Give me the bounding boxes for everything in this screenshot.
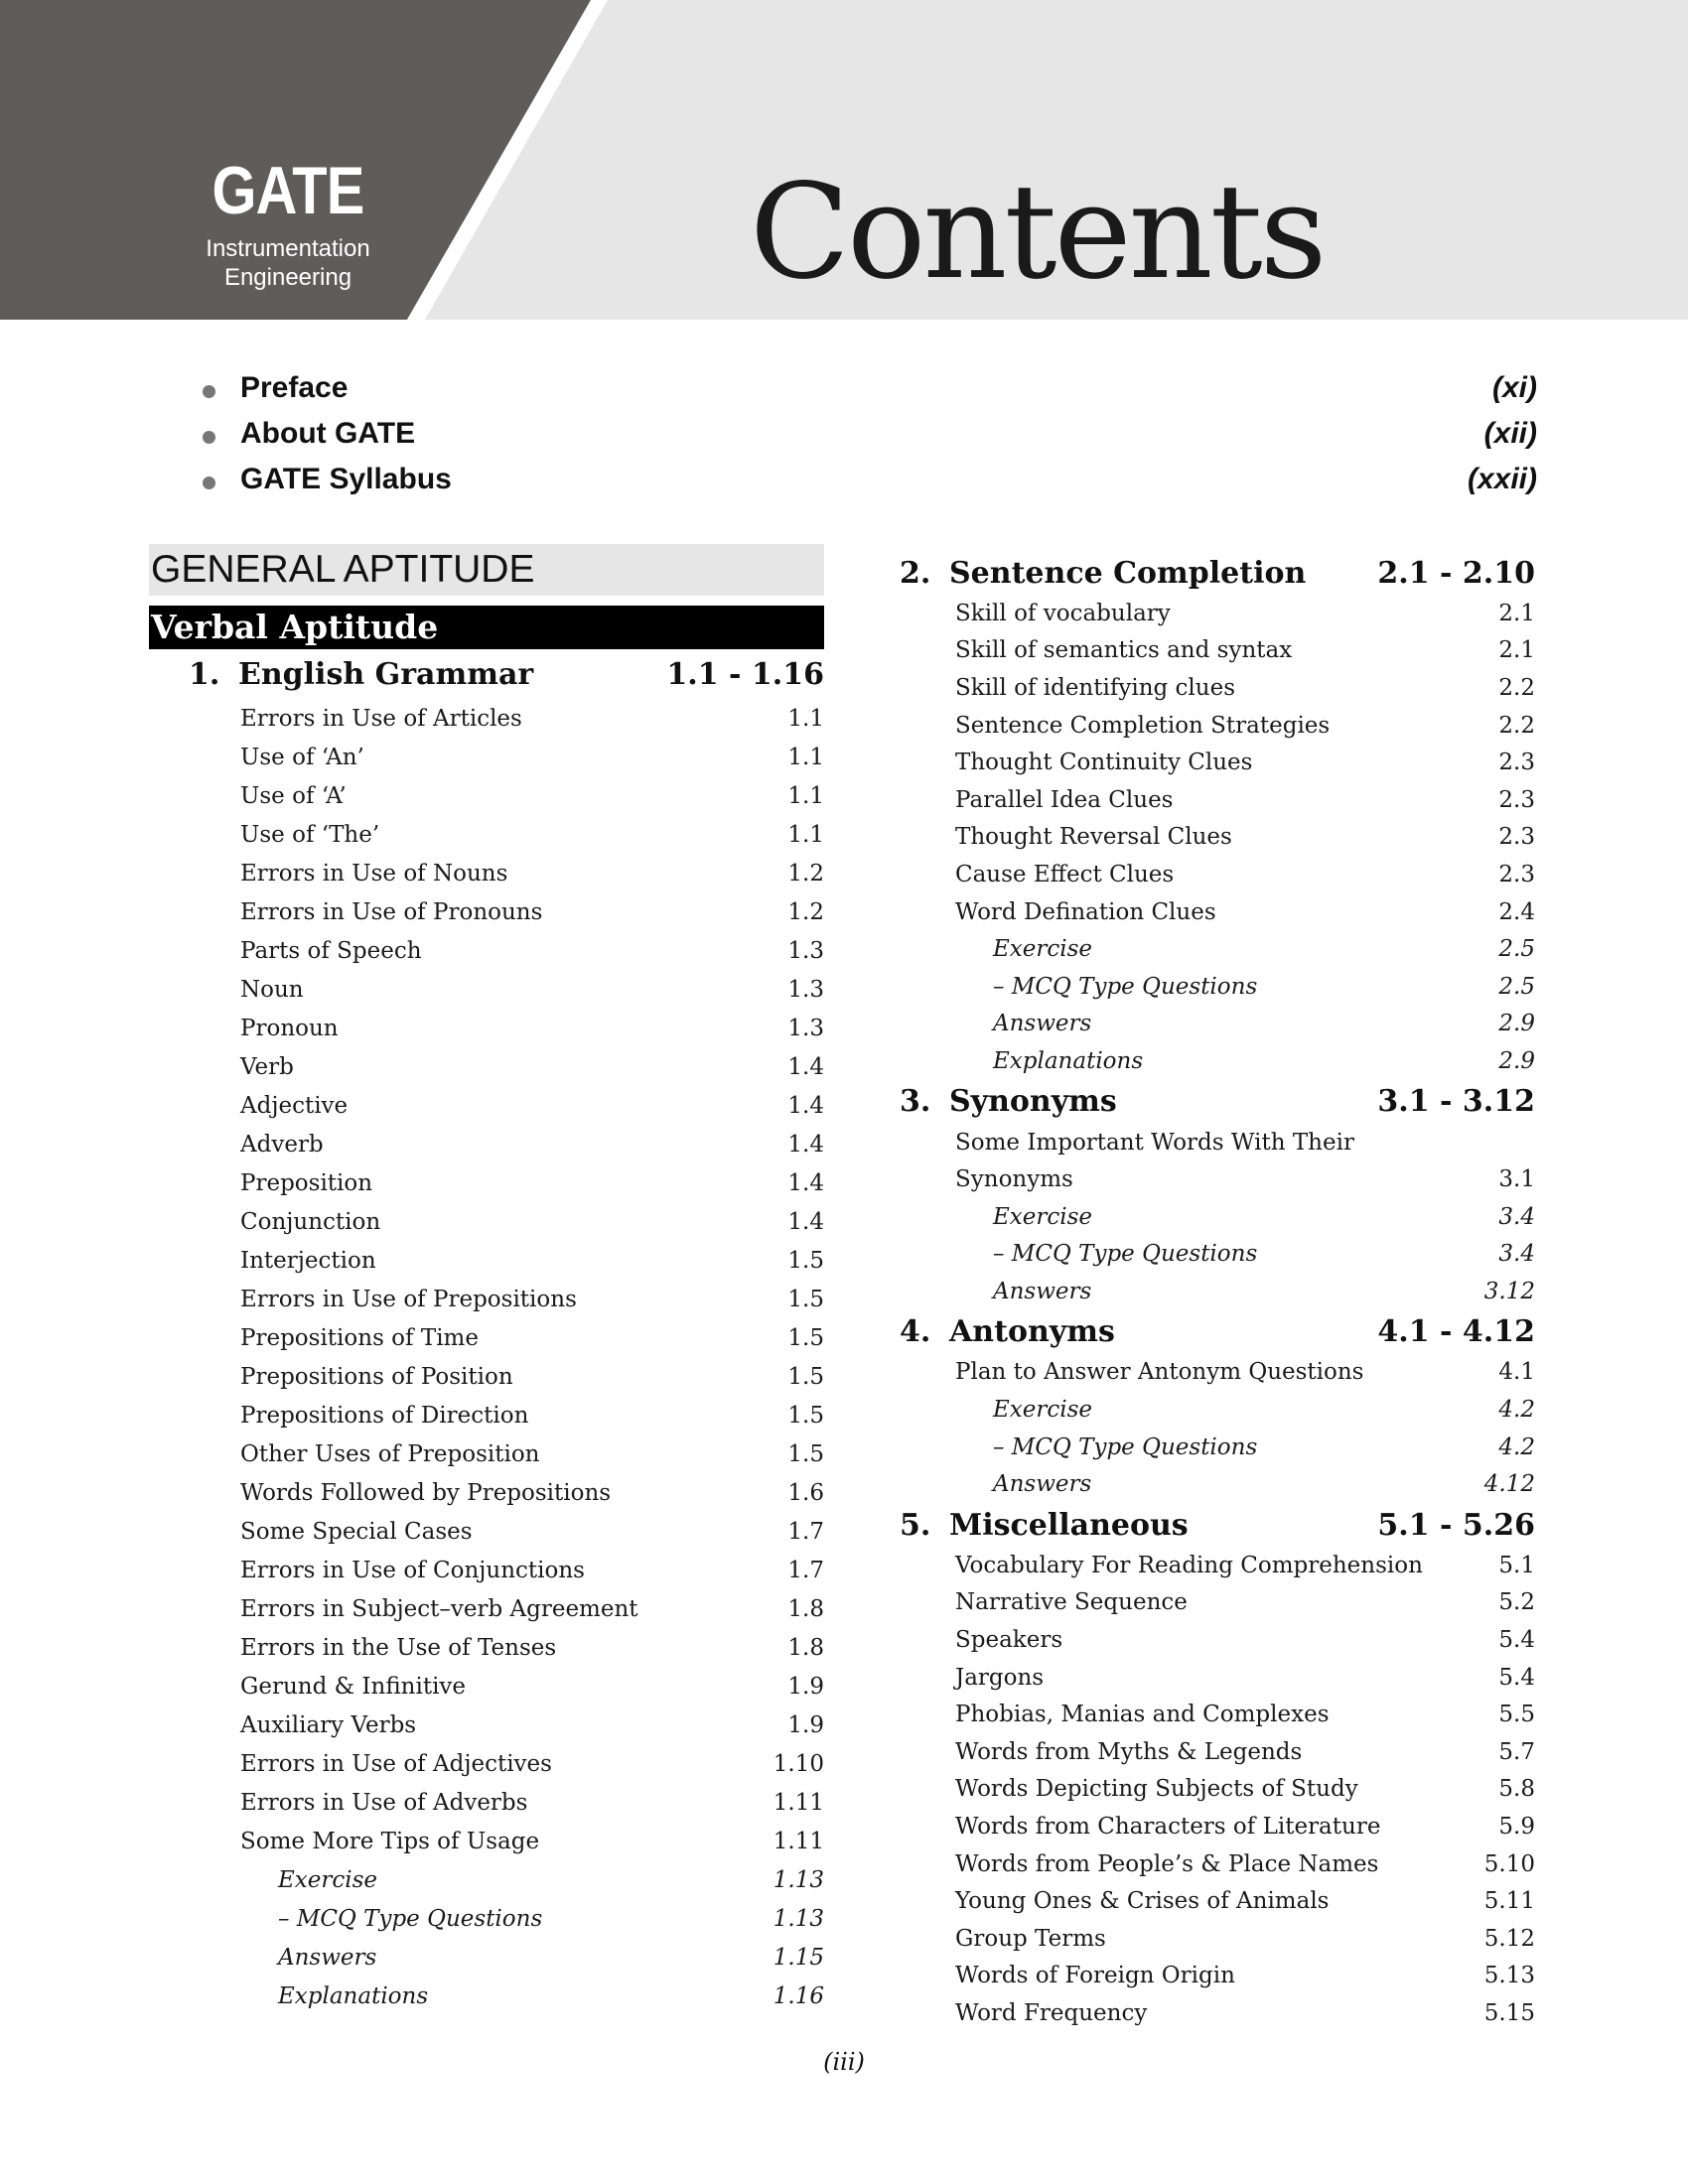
toc-entry-label: Answers bbox=[993, 1011, 1092, 1037]
toc-entry[interactable] bbox=[149, 1280, 824, 1318]
toc-entry-label: Exercise bbox=[993, 1203, 1093, 1230]
toc-entry[interactable] bbox=[900, 1391, 1535, 1429]
toc-entry[interactable] bbox=[149, 931, 824, 970]
toc-entry-page: 1.11 bbox=[773, 1789, 824, 1816]
toc-entry-page: 5.8 bbox=[1498, 1776, 1535, 1803]
toc-entry-label: Skill of semantics and syntax bbox=[955, 637, 1293, 664]
toc-entry-page: 2.1 bbox=[1498, 600, 1535, 626]
toc-entry-label: Exercise bbox=[993, 936, 1093, 963]
chapter-number: 5. bbox=[900, 1507, 931, 1543]
toc-entry-page: 2.2 bbox=[1498, 674, 1535, 701]
toc-entry-label: Words from Characters of Literature bbox=[955, 1814, 1381, 1841]
front-matter-page: (xxii) bbox=[1467, 463, 1537, 495]
toc-entry-label: Narrative Sequence bbox=[955, 1589, 1188, 1616]
chapter-heading[interactable] bbox=[900, 1080, 1535, 1124]
toc-entry-label: Word Defination Clues bbox=[955, 898, 1216, 925]
toc-entry[interactable] bbox=[149, 1202, 824, 1241]
toc-entry[interactable] bbox=[900, 1958, 1535, 1995]
bullet-icon bbox=[203, 431, 215, 444]
toc-entry[interactable] bbox=[900, 1429, 1535, 1466]
toc-entry[interactable] bbox=[900, 669, 1535, 707]
toc-entry-page: 1.5 bbox=[787, 1440, 824, 1467]
toc-entry[interactable] bbox=[900, 930, 1535, 968]
toc-entry[interactable] bbox=[900, 1845, 1535, 1883]
toc-entry[interactable] bbox=[149, 699, 824, 738]
toc-entry-page: 1.6 bbox=[787, 1479, 824, 1506]
toc-entry-page: 1.13 bbox=[773, 1905, 824, 1932]
toc-entry-page: 5.1 bbox=[1498, 1552, 1535, 1578]
toc-entry[interactable] bbox=[900, 1659, 1535, 1697]
toc-entry[interactable] bbox=[900, 819, 1535, 857]
toc-entry-page: 1.9 bbox=[787, 1673, 824, 1700]
toc-entry[interactable] bbox=[149, 1783, 824, 1822]
chapter-number: 4. bbox=[900, 1314, 931, 1350]
toc-entry-label: Adjective bbox=[240, 1092, 349, 1119]
toc-entry-page: 5.2 bbox=[1498, 1589, 1535, 1616]
toc-entry-label: Errors in Use of Conjunctions bbox=[240, 1557, 585, 1583]
front-matter-item[interactable] bbox=[199, 411, 1537, 457]
chapter-heading[interactable] bbox=[149, 649, 824, 699]
toc-entry[interactable] bbox=[149, 815, 824, 854]
chapter-pages: 4.1 - 4.12 bbox=[1377, 1314, 1535, 1350]
toc-entry[interactable] bbox=[900, 893, 1535, 931]
toc-entry-label: Errors in Use of Adjectives bbox=[240, 1750, 552, 1777]
toc-entry[interactable] bbox=[149, 1589, 824, 1628]
toc-entry-page: 2.3 bbox=[1498, 786, 1535, 813]
chapter-heading[interactable] bbox=[900, 1310, 1535, 1354]
toc-entry-label: Speakers bbox=[955, 1627, 1063, 1654]
page-folio: (iii) bbox=[823, 2048, 865, 2076]
toc-entry-label: Words Depicting Subjects of Study bbox=[955, 1776, 1358, 1803]
toc-entry[interactable] bbox=[900, 1124, 1535, 1161]
toc-entry-label: Thought Reversal Clues bbox=[955, 824, 1232, 851]
chapter-heading[interactable] bbox=[900, 551, 1535, 595]
toc-entry-label: Skill of identifying clues bbox=[955, 674, 1236, 701]
toc-entry[interactable] bbox=[149, 1318, 824, 1357]
toc-entry-page: 1.1 bbox=[787, 705, 824, 732]
toc-entry[interactable] bbox=[149, 1667, 824, 1706]
toc-entry-page: 1.5 bbox=[787, 1286, 824, 1312]
toc-entry-label: Errors in Use of Pronouns bbox=[240, 898, 543, 925]
toc-entry-page: 2.3 bbox=[1498, 824, 1535, 851]
toc-entry[interactable] bbox=[149, 1434, 824, 1473]
toc-entry-label: Explanations bbox=[278, 1982, 429, 2009]
toc-entry-label: Errors in Use of Nouns bbox=[240, 860, 508, 887]
chapter-title: English Grammar bbox=[238, 656, 534, 692]
brand-block bbox=[119, 153, 457, 292]
front-matter-list bbox=[199, 365, 1537, 502]
toc-entry-page: 1.1 bbox=[787, 782, 824, 809]
toc-entry-label: Some Important Words With Their bbox=[955, 1129, 1354, 1156]
toc-entry-page: 2.4 bbox=[1498, 898, 1535, 925]
front-matter-item[interactable] bbox=[199, 457, 1537, 502]
toc-entry[interactable] bbox=[149, 1396, 824, 1434]
chapter-heading[interactable] bbox=[900, 1503, 1535, 1547]
toc-entry[interactable] bbox=[149, 1899, 824, 1938]
toc-entry[interactable] bbox=[149, 1512, 824, 1551]
toc-entry[interactable] bbox=[149, 1047, 824, 1086]
toc-entry[interactable] bbox=[149, 1551, 824, 1589]
toc-entry-page: 2.2 bbox=[1498, 712, 1535, 739]
toc-entry-label: Group Terms bbox=[955, 1925, 1106, 1952]
toc-entry[interactable] bbox=[149, 1357, 824, 1396]
toc-entry-label: Exercise bbox=[278, 1866, 378, 1893]
toc-entry[interactable] bbox=[149, 1822, 824, 1860]
toc-entry[interactable] bbox=[900, 1584, 1535, 1622]
toc-entry-page: 1.8 bbox=[787, 1595, 824, 1622]
front-matter-page: (xii) bbox=[1483, 417, 1537, 450]
toc-entry-label: Young Ones & Crises of Animals bbox=[955, 1888, 1330, 1915]
toc-entry-label: Parts of Speech bbox=[240, 937, 422, 964]
toc-entry[interactable] bbox=[900, 1696, 1535, 1733]
toc-entry-label: Word Frequency bbox=[955, 1999, 1148, 2026]
toc-entry-label: – MCQ Type Questions bbox=[278, 1905, 543, 1932]
toc-entry-page: 5.5 bbox=[1498, 1702, 1535, 1728]
toc-entry-label: Prepositions of Direction bbox=[240, 1402, 529, 1429]
toc-entry[interactable] bbox=[900, 1160, 1535, 1198]
toc-entry-label: Answers bbox=[278, 1944, 377, 1971]
bullet-icon bbox=[203, 385, 215, 398]
toc-entry-label: Thought Continuity Clues bbox=[955, 750, 1253, 776]
toc-entry-page: 1.2 bbox=[787, 860, 824, 887]
toc-entry-page: 2.1 bbox=[1498, 637, 1535, 664]
bullet-icon bbox=[203, 477, 215, 489]
toc-entry-page: 3.12 bbox=[1483, 1278, 1535, 1304]
toc-entry-label: Interjection bbox=[240, 1247, 376, 1274]
toc-entry[interactable] bbox=[900, 595, 1535, 632]
toc-entry-label: Prepositions of Position bbox=[240, 1363, 513, 1390]
toc-entry-page: 1.7 bbox=[787, 1518, 824, 1545]
toc-entry-label: Jargons bbox=[955, 1664, 1045, 1691]
toc-entry-page: 5.4 bbox=[1498, 1627, 1535, 1654]
chapter-title: Miscellaneous bbox=[949, 1507, 1189, 1543]
toc-entry-page: 5.12 bbox=[1483, 1925, 1535, 1952]
toc-entry-page: 1.5 bbox=[787, 1247, 824, 1274]
toc-entry-label: Adverb bbox=[240, 1131, 324, 1158]
toc-entry-page: 1.2 bbox=[787, 898, 824, 925]
toc-entry-page: 4.2 bbox=[1498, 1397, 1535, 1424]
toc-entry-label: Skill of vocabulary bbox=[955, 600, 1171, 626]
toc-entry-page: 1.3 bbox=[787, 937, 824, 964]
toc-entry-page: 1.4 bbox=[787, 1053, 824, 1080]
toc-entry-page: 2.3 bbox=[1498, 861, 1535, 887]
chapter-number: 2. bbox=[900, 555, 931, 591]
toc-entry-label: Answers bbox=[993, 1278, 1092, 1304]
toc-entry[interactable] bbox=[900, 1994, 1535, 2032]
toc-entry-label: Exercise bbox=[993, 1397, 1093, 1424]
toc-entry-label: Use of ‘A’ bbox=[240, 782, 347, 809]
toc-entry-page: 5.13 bbox=[1483, 1963, 1535, 1989]
toc-entry-page: 1.5 bbox=[787, 1324, 824, 1351]
toc-entry-page: 5.9 bbox=[1498, 1814, 1535, 1841]
toc-entry[interactable] bbox=[149, 738, 824, 776]
toc-entry-label: Use of ‘The’ bbox=[240, 821, 380, 848]
toc-entry[interactable] bbox=[900, 1198, 1535, 1236]
toc-entry-page: 1.5 bbox=[787, 1402, 824, 1429]
toc-entry-label: Some More Tips of Usage bbox=[240, 1828, 540, 1854]
page-title: Contents bbox=[750, 156, 1325, 309]
toc-entry-label: Cause Effect Clues bbox=[955, 861, 1175, 887]
toc-entry[interactable] bbox=[900, 1006, 1535, 1043]
toc-entry-page: 1.4 bbox=[787, 1169, 824, 1196]
brand-title: GATE bbox=[211, 153, 364, 228]
toc-entry[interactable] bbox=[149, 1009, 824, 1047]
toc-entry-label: Parallel Idea Clues bbox=[955, 786, 1174, 813]
toc-entry-page: 1.4 bbox=[787, 1092, 824, 1119]
toc-items-chapter-1 bbox=[149, 699, 824, 2015]
toc-entry-label: Sentence Completion Strategies bbox=[955, 712, 1331, 739]
toc-entry[interactable] bbox=[149, 1860, 824, 1899]
toc-entry-page: 5.10 bbox=[1483, 1850, 1535, 1877]
toc-entry-label: Errors in Use of Adverbs bbox=[240, 1789, 528, 1816]
toc-entry[interactable] bbox=[900, 781, 1535, 819]
chapter-title: Sentence Completion bbox=[949, 555, 1307, 591]
toc-entry-label: Words from Myths & Legends bbox=[955, 1738, 1303, 1765]
toc-entry-page: 1.3 bbox=[787, 1015, 824, 1041]
toc-entry-page: 2.5 bbox=[1498, 973, 1535, 1000]
toc-entry[interactable] bbox=[149, 970, 824, 1009]
toc-entry-label: Vocabulary For Reading Comprehension bbox=[955, 1552, 1423, 1578]
toc-entry-label: – MCQ Type Questions bbox=[993, 1433, 1258, 1460]
toc-entry-label: Errors in Use of Prepositions bbox=[240, 1286, 577, 1312]
toc-entry-label: Words of Foreign Origin bbox=[955, 1963, 1235, 1989]
toc-entry[interactable] bbox=[149, 1125, 824, 1163]
toc-entry-page: 2.9 bbox=[1498, 1047, 1535, 1074]
toc-entry-page: 4.2 bbox=[1498, 1433, 1535, 1460]
toc-entry-page: 3.4 bbox=[1498, 1203, 1535, 1230]
toc-entry[interactable] bbox=[900, 856, 1535, 893]
toc-entry[interactable] bbox=[149, 1086, 824, 1125]
toc-entry-label: Explanations bbox=[993, 1047, 1144, 1074]
toc-entry-page: 1.11 bbox=[773, 1828, 824, 1854]
chapter-pages: 2.1 - 2.10 bbox=[1377, 555, 1535, 591]
toc-entry-page: 3.4 bbox=[1498, 1241, 1535, 1268]
front-matter-page: (xi) bbox=[1492, 371, 1537, 404]
toc-entry[interactable] bbox=[900, 1882, 1535, 1920]
toc-entry[interactable] bbox=[149, 1744, 824, 1783]
toc-entry-label: Auxiliary Verbs bbox=[240, 1711, 417, 1738]
toc-entry-page: 2.3 bbox=[1498, 750, 1535, 776]
toc-entry-label: Phobias, Manias and Complexes bbox=[955, 1702, 1330, 1728]
toc-entry[interactable] bbox=[900, 1042, 1535, 1080]
toc-entry-label: Prepositions of Time bbox=[240, 1324, 479, 1351]
toc-entry-page: 5.7 bbox=[1498, 1738, 1535, 1765]
toc-entry[interactable] bbox=[900, 1465, 1535, 1503]
chapter-number: 1. bbox=[189, 656, 220, 692]
toc-entry-label: Pronoun bbox=[240, 1015, 339, 1041]
toc-entry-label: Noun bbox=[240, 976, 304, 1003]
toc-entry-label: Errors in Subject–verb Agreement bbox=[240, 1595, 638, 1622]
toc-entry-page: 1.7 bbox=[787, 1557, 824, 1583]
toc-entry[interactable] bbox=[149, 1706, 824, 1744]
toc-entry-label: Gerund & Infinitive bbox=[240, 1673, 467, 1700]
toc-entry-page: 4.1 bbox=[1498, 1359, 1535, 1386]
toc-entry-label: Answers bbox=[993, 1471, 1092, 1498]
front-matter-item[interactable] bbox=[199, 365, 1537, 411]
front-matter-label: GATE Syllabus bbox=[240, 463, 452, 495]
chapter-number: 3. bbox=[900, 1084, 931, 1120]
toc-entry-label: Verb bbox=[240, 1053, 294, 1080]
toc-entry[interactable] bbox=[900, 744, 1535, 781]
subsection-banner: Verbal Aptitude bbox=[149, 606, 824, 649]
toc-entry[interactable] bbox=[900, 1354, 1535, 1392]
toc-entry-label: Words Followed by Prepositions bbox=[240, 1479, 612, 1506]
toc-entry-label: Some Special Cases bbox=[240, 1518, 473, 1545]
toc-entry-label: Conjunction bbox=[240, 1208, 381, 1235]
toc-entry[interactable] bbox=[149, 854, 824, 892]
toc-entry-page: 1.15 bbox=[773, 1944, 824, 1971]
toc-entry[interactable] bbox=[900, 632, 1535, 670]
toc-entry-page: 1.1 bbox=[787, 821, 824, 848]
toc-entry[interactable] bbox=[149, 1241, 824, 1280]
front-matter-label: About GATE bbox=[240, 417, 416, 450]
toc-entry[interactable] bbox=[900, 968, 1535, 1006]
chapter-title: Synonyms bbox=[949, 1084, 1117, 1120]
toc-entry-page: 1.9 bbox=[787, 1711, 824, 1738]
toc-entry[interactable] bbox=[900, 1273, 1535, 1310]
toc-entry-page: 1.4 bbox=[787, 1131, 824, 1158]
toc-entry-page: 1.8 bbox=[787, 1634, 824, 1661]
toc-entry-label: Errors in Use of Articles bbox=[240, 705, 522, 732]
toc-entry-page: 1.5 bbox=[787, 1363, 824, 1390]
left-column bbox=[149, 544, 824, 2015]
toc-entry-label: – MCQ Type Questions bbox=[993, 1241, 1258, 1268]
toc-entry-label: Plan to Answer Antonym Questions bbox=[955, 1359, 1364, 1386]
toc-entry[interactable] bbox=[149, 776, 824, 815]
toc-entry-page: 1.4 bbox=[787, 1208, 824, 1235]
toc-entry[interactable] bbox=[900, 707, 1535, 745]
brand-subtitle-line2: Engineering bbox=[223, 264, 352, 291]
toc-entry-page: 5.15 bbox=[1483, 1999, 1535, 2026]
toc-entry[interactable] bbox=[900, 1236, 1535, 1274]
toc-entry-label: Words from People’s & Place Names bbox=[955, 1850, 1379, 1877]
toc-entry-label: – MCQ Type Questions bbox=[993, 973, 1258, 1000]
chapter-pages: 3.1 - 3.12 bbox=[1377, 1084, 1535, 1120]
chapter-title: Antonyms bbox=[949, 1314, 1115, 1350]
toc-entry[interactable] bbox=[149, 1938, 824, 1977]
toc-entry[interactable] bbox=[900, 1771, 1535, 1809]
brand-subtitle-line1: Instrumentation bbox=[206, 235, 370, 262]
toc-entry[interactable] bbox=[900, 1621, 1535, 1659]
chapter-pages: 5.1 - 5.26 bbox=[1377, 1507, 1535, 1543]
toc-entry-page: 2.9 bbox=[1498, 1011, 1535, 1037]
section-banner: GENERAL APTITUDE bbox=[149, 544, 824, 596]
toc-entry[interactable] bbox=[900, 1733, 1535, 1771]
toc-entry[interactable] bbox=[149, 892, 824, 931]
toc-entry-label: Other Uses of Preposition bbox=[240, 1440, 540, 1467]
toc-entry[interactable] bbox=[149, 1628, 824, 1667]
toc-entry[interactable] bbox=[149, 1977, 824, 2015]
toc-entry-page: 3.1 bbox=[1498, 1166, 1535, 1193]
toc-entry-page: 5.11 bbox=[1483, 1888, 1535, 1915]
toc-entry-label: Use of ‘An’ bbox=[240, 744, 364, 770]
toc-entry-page: 5.4 bbox=[1498, 1664, 1535, 1691]
toc-entry-page: 1.1 bbox=[787, 744, 824, 770]
toc-entry[interactable] bbox=[900, 1547, 1535, 1584]
toc-entry-page: 1.10 bbox=[773, 1750, 824, 1777]
front-matter-label: Preface bbox=[240, 371, 349, 404]
toc-entry[interactable] bbox=[149, 1163, 824, 1202]
toc-entry-page: 2.5 bbox=[1498, 936, 1535, 963]
toc-entry[interactable] bbox=[900, 1920, 1535, 1958]
toc-entry-label: Preposition bbox=[240, 1169, 373, 1196]
toc-entry-label: Synonyms bbox=[955, 1166, 1073, 1193]
toc-entry-page: 1.13 bbox=[773, 1866, 824, 1893]
toc-entry-label: Errors in the Use of Tenses bbox=[240, 1634, 557, 1661]
toc-entry-page: 1.16 bbox=[773, 1982, 824, 2009]
toc-entry[interactable] bbox=[900, 1808, 1535, 1845]
toc-entry-page: 4.12 bbox=[1483, 1471, 1535, 1498]
right-column bbox=[900, 551, 1535, 2032]
chapter-pages: 1.1 - 1.16 bbox=[666, 656, 824, 692]
toc-entry[interactable] bbox=[149, 1473, 824, 1512]
toc-entry-page: 1.3 bbox=[787, 976, 824, 1003]
